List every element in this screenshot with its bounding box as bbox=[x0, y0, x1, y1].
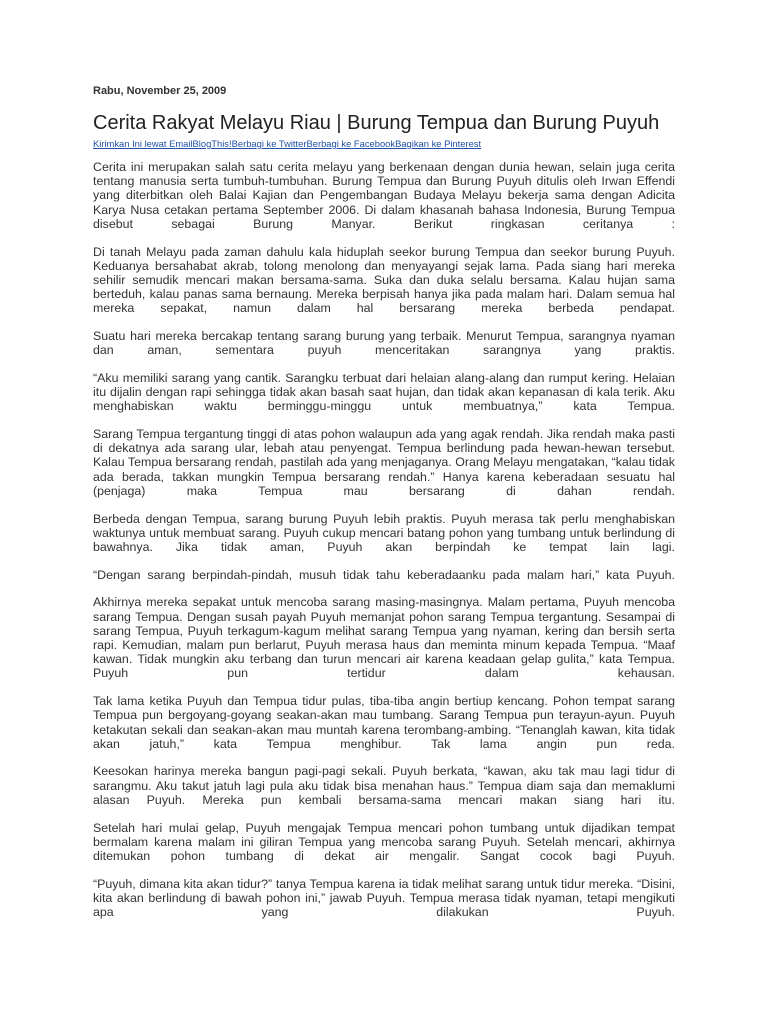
paragraph: Setelah hari mulai gelap, Puyuh mengajak Tempua mencari pohon tumbang untuk dijadikan tempat bermalam karena malam ini giliran Tempua yang mencoba sarang Puyuh. Setelah mencari, akhirnya ditemukan pohon tumbang di dekat air mengalir. Sangat cocok bagi Puyuh. bbox=[93, 820, 675, 863]
post-date: Rabu, November 25, 2009 bbox=[93, 85, 227, 97]
share-blogthis-link[interactable]: BlogThis! bbox=[192, 138, 232, 149]
paragraph: Di tanah Melayu pada zaman dahulu kala hiduplah seekor burung Tempua dan seekor burung Puyuh. Keduanya bersahabat akrab, tolong menolong dan menyayangi sejak lama. Pada siang hari mereka sehilir semudik mencari makan bersama-sama. Suka dan duka selalu bersama. Kalau hujan sama berteduh, kalau panas sama bernaung. Mereka berpisah hanya jika pada malam hari. Dalam semua hal mereka sepakat, namun dalam hal bersarang mereka berbeda pendapat. bbox=[93, 244, 675, 316]
paragraph: “Aku memiliki sarang yang cantik. Sarangku terbuat dari helaian alang-alang dan rumput kering. Helaian itu dijalin dengan rapi sehingga tidak akan basah saat hujan, dan tidak akan kepanasan di kala terik. Aku menghabiskan waktu berminggu-minggu untuk membuatnya,” kata Tempua. bbox=[93, 370, 675, 414]
paragraph: Suatu hari mereka bercakap tentang sarang burung yang terbaik. Menurut Tempua, sarangnya nyaman dan aman, sementara puyuh menceritakan sarangnya yang praktis. bbox=[93, 329, 675, 358]
paragraph: Berbeda dengan Tempua, sarang burung Puyuh lebih praktis. Puyuh merasa tak perlu menghabiskan waktunya untuk membuat sarang. Puyuh cukup mencari batang pohon yang tumbang untuk berlindung di bawahnya. Jika tidak aman, Puyuh akan berpindah ke tempat lain lagi. bbox=[93, 511, 675, 554]
paragraph: Tak lama ketika Puyuh dan Tempua tidur pulas, tiba-tiba angin bertiup kencang. Pohon tempat sarang Tempua pun bergoyang-goyang seakan-akan mau tumbang. Sarang Tempua pun terayun-ayun. Puyuh ketakutan sekali dan seakan-akan mau muntah karena terombang-ambing. “Tenanglah kawan, kita tidak akan jatuh,” kata Tempua menghibur. Tak lama angin pun reda. bbox=[93, 694, 675, 751]
share-email-link[interactable]: Kirimkan Ini lewat Email bbox=[93, 138, 193, 149]
blog-post bbox=[93, 84, 675, 933]
share-facebook-link[interactable]: Berbagi ke Facebook bbox=[306, 138, 396, 149]
paragraph: Sarang Tempua tergantung tinggi di atas pohon walaupun ada yang agak rendah. Jika rendah maka pasti di dekatnya ada sarang ular, lebah atau penyengat. Tempua berlindung pada hewan-hewan tersebut. Kalau Tempua bersarang rendah, pastilah ada yang menjaganya. Orang Melayu mengatakan, “kalau tidak ada berada, takkan mungkin Tempua bersarang rendah.” Hanya karena keberadaan sesuatu hal (penjaga) maka Tempua mau bersarang di dahan rendah. bbox=[93, 427, 675, 498]
paragraph: Akhirnya mereka sepakat untuk mencoba sarang masing-masingnya. Malam pertama, Puyuh mencoba sarang Tempua. Dengan susah payah Puyuh memanjat pohon sarang Tempua tergantung. Sesampai di sarang Tempua, Puyuh terkagum-kagum melihat sarang Tempua yang nyaman, kering dan bersih serta rapi. Kemudian, malam pun berlarut, Puyuh merasa haus dan meminta minum kepada Tempua. “Maaf kawan. Tidak mungkin aku terbang dan turun mencari air karena keadaan gelap gulita,” kata Tempua. Puyuh pun tertidur dalam kehausan. bbox=[93, 595, 675, 681]
paragraph: “Dengan sarang berpindah-pindah, musuh tidak tahu keberadaanku pada malam hari,” kata Puyuh. bbox=[93, 567, 675, 582]
post-title: Cerita Rakyat Melayu Riau | Burung Tempua dan Burung Puyuh bbox=[93, 112, 660, 134]
share-pinterest-link[interactable]: Bagikan ke Pinterest bbox=[395, 138, 482, 149]
share-links bbox=[93, 138, 675, 149]
paragraph: Keesokan harinya mereka bangun pagi-pagi sekali. Puyuh berkata, “kawan, aku tak mau lagi tidur di sarangmu. Aku takut jatuh lagi pula aku tidak bisa menahan haus.” Tempua diam saja dan memaklumi alasan Puyuh. Mereka pun kembali bersama-sama mencari makan siang hari itu. bbox=[93, 764, 675, 807]
post-body bbox=[93, 160, 675, 919]
paragraph: Cerita ini merupakan salah satu cerita melayu yang berkenaan dengan dunia hewan, selain juga cerita tentang manusia serta tumbuh-tumbuhan. Burung Tempua dan Burung Puyuh ditulis oleh Irwan Effendi yang diterbitkan oleh Balai Kajian dan Pengembangan Budaya Melayu bekerja sama dengan Adicita Karya Nusa cetakan pertama September 2006. Di dalam khasanah bahasa Indonesia, Burung Tempua disebut sebagai Burung Manyar. Berikut ringkasan ceritanya : bbox=[93, 160, 675, 231]
share-twitter-link[interactable]: Berbagi ke Twitter bbox=[231, 138, 307, 149]
paragraph: “Puyuh, dimana kita akan tidur?” tanya Tempua karena ia tidak melihat sarang untuk tidur mereka. “Disini, kita akan berlindung di bawah pohon ini,” jawab Puyuh. Tempua merasa tidak nyaman, tetapi mengikuti apa yang dilakukan Puyuh. bbox=[93, 876, 675, 920]
